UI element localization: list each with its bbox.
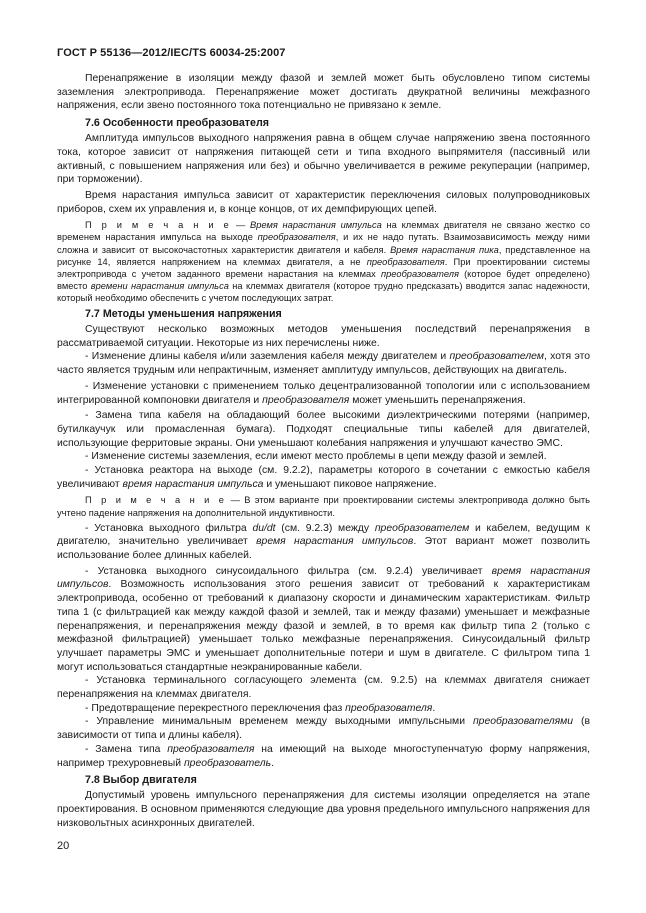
- document-body: [57, 72, 590, 830]
- standard-header: ГОСТ Р 55136—2012/IEC/TS 60034-25:2007: [57, 47, 286, 59]
- note-rise-time: П р и м е ч а н и е — Время нарастания импульса на клеммах двигателя не связано жестко со временем нарастания импульса на выходе преобразователя, и их не надо путать. Взаимозависимость между ними сложна и зависит от высокочастотных характеристик двигателя и кабеля. Время нарастания пика, представленное на рисунке 14, является напряжением на клеммах двигателя, а не преобразователя. При проектировании системы электропривода с учетом заданного времени нарастания на клеммах преобразователя (которое будет определено) вместо времени нарастания импульса на клеммах двигателя (которое трудно предсказать) вводится запас надежности, который необходимо обеспечить с учетом последующих затрат.: [57, 220, 591, 303]
- paragraph-7-6-amplitude: Амплитуда импульсов выходного напряжения равна в общем случае напряжению звена постоянного тока, которое зависит от напряжения питающей сети и типа входного выпрямителя (пассивный или активный, с повышением напряжения или без) и обычно увеличивается в режиме рекуперации (например, при торможении).: [57, 133, 590, 186]
- paragraph-7-6-rise-time: Время нарастания импульса зависит от характеристик переключения силовых полупроводниковых приборов, схем их управления и, в конце концов, от их демпфирующих цепей.: [57, 189, 590, 215]
- list-item-multilevel: - Замена типа преобразователя на имеющий на выходе многоступенчатую форму напряжения, например трехуровневый преобразователь.: [57, 743, 590, 769]
- list-item-cable-length: - Изменение длины кабеля и/или заземления кабеля между двигателем и преобразователем, хотя это часто является трудным или непрактичным, изменяет амплитуду импульсов, действующих на двигатель.: [57, 351, 590, 377]
- note-label: П р и м е ч а н и е: [85, 495, 227, 506]
- paragraph-7-8-levels: Допустимый уровень импульсного перенапряжения для системы изоляции определяется на этапе проектирования. В основном применяются следующие два уровня предельного импульсного напряжения для низковольтных асинхронных двигателей.: [57, 790, 590, 829]
- section-heading-7-7: 7.7 Методы уменьшения напряжения: [85, 307, 282, 320]
- list-item-grounding: - Изменение системы заземления, если имеют место проблемы в цепи между фазой и землей.: [85, 451, 547, 463]
- note-label: П р и м е ч а н и е: [85, 220, 232, 231]
- paragraph-overvoltage: Перенапряжение в изоляции между фазой и землей может быть обусловлено типом системы заземления электропривода. Перенапряжение может достигать двукратной величины межфазного напряжения, если звено постоянного тока потенциально не привязано к земле.: [57, 73, 590, 112]
- list-item-reactor: - Установка реактора на выходе (см. 9.2.2), параметры которого в сочетании с емкостью кабеля увеличивают время нарастания импульса и уменьшают пиковое напряжение.: [57, 465, 590, 490]
- section-heading-7-8: 7.8 Выбор двигателя: [85, 774, 197, 787]
- list-item-sine-filter: - Установка выходного синусоидального фильтра (см. 9.2.4) увеличивает время нарастания импульсов. Возможность использования этого решения зависит от требований к характеристикам электропривода, особенно от требований к диапазону скорости и динамическим характеристикам. Фильтр типа 1 (с фильтрацией как между каждой фазой и землей, так и между фазами) уменьшает и межфазные перенапряжения, и перенапряжения между фазой и землей, в то время как фильтр типа 2 (только с межфазной фильтрацией) уменьшает только межфазные перенапряжения. Синусоидальный фильтр улучшает параметры ЭМС и уменьшает дополнительные потери и шум в двигателе. С фильтром типа 1 могут использоваться стандартные неэкранированные кабели.: [57, 565, 591, 673]
- list-item-dudt-filter: - Установка выходного фильтра du/dt (см. 9.2.3) между преобразователем и кабелем, ведущим к двигателю, значительно увеличивает время нарастания импульсов. Этот вариант может позволить использование более длинных кабелей.: [57, 522, 590, 562]
- page-number: 20: [57, 840, 70, 852]
- section-heading-7-6: 7.6 Особенности преобразователя: [85, 117, 269, 130]
- list-item-topology: - Изменение установки с применением только децентрализованной топологии или с использованием интегрированной компоновки двигателя и преобразователя может уменьшить перенапряжения.: [57, 380, 590, 406]
- paragraph-7-7-intro: Существуют несколько возможных методов уменьшения последствий перенапряжения в рассматриваемой ситуации. Некоторые из них перечислены ниже.: [57, 323, 590, 349]
- list-item-cross-switching: - Предотвращение перекрестного переключения фаз преобразователя.: [85, 702, 436, 714]
- list-item-cable-type: - Замена типа кабеля на обладающий более высокими диэлектрическими потерями (например, бутилкаучук или промасленная бумага). Подходят специальные типы кабелей для двигателей, использующие ферритовые экраны. Они уменьшают колебания напряжения и улучшают качество ЭМС.: [57, 410, 590, 449]
- list-item-terminator: - Установка терминального согласующего элемента (см. 9.2.5) на клеммах двигателя снижает перенапряжения на клеммах двигателя.: [57, 675, 590, 701]
- note-inductance: П р и м е ч а н и е — В этом варианте при проектировании системы электропривода должно быть учтено падение напряжения на дополнительной индуктивности.: [57, 495, 590, 518]
- list-item-min-time: - Управление минимальным временем между выходными импульсными преобразователями (в зависимости от типа и длины кабеля).: [57, 716, 591, 742]
